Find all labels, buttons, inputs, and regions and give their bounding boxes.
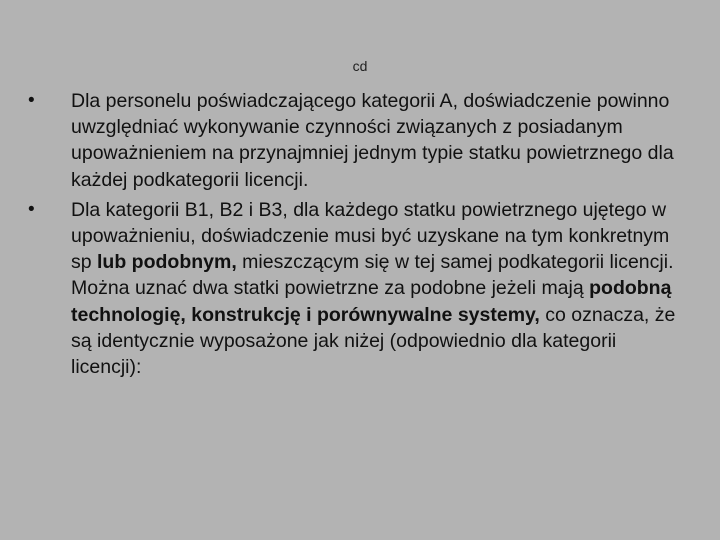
bullet-list [28, 88, 688, 380]
bullet-dot-icon: • [28, 198, 35, 220]
bullet-1-text: Dla personelu poświadczającego kategorii A, doświadczenie powinno uwzględniać wykonywanie czynności związanych z posiadanym upoważnieniem na przynajmniej jednym typie statku powietrznego dla każdej podkategorii licencji. [71, 90, 674, 191]
slide-subtitle: cd [352, 58, 368, 74]
bullet-item-2 [28, 197, 688, 380]
bullet-2-text-part-3: co oznacza, że są identycznie wyposażone jak niżej (odpowiednio dla kategorii licencji): [71, 303, 676, 379]
bullet-2-bold-lub-podobnym: lub podobnym, [97, 251, 237, 274]
bullet-item-1 [28, 88, 688, 193]
bullet-2-text-part-2: mieszczącym się w tej samej podkategorii licencji. Można uznać dwa statki powietrzne za podobne jeżeli mają [71, 251, 674, 300]
bullet-dot-icon: • [28, 90, 35, 111]
bullet-2-text-part-1: Dla kategorii B1, B2 i B3, dla każdego statku powietrznego ujętego w upoważnieniu, doświadczenie musi być uzyskane na tym konkretnym sp [71, 198, 670, 274]
bullet-2-bold-technology: podobną technologię, konstrukcję i porównywalne systemy, [71, 277, 672, 326]
